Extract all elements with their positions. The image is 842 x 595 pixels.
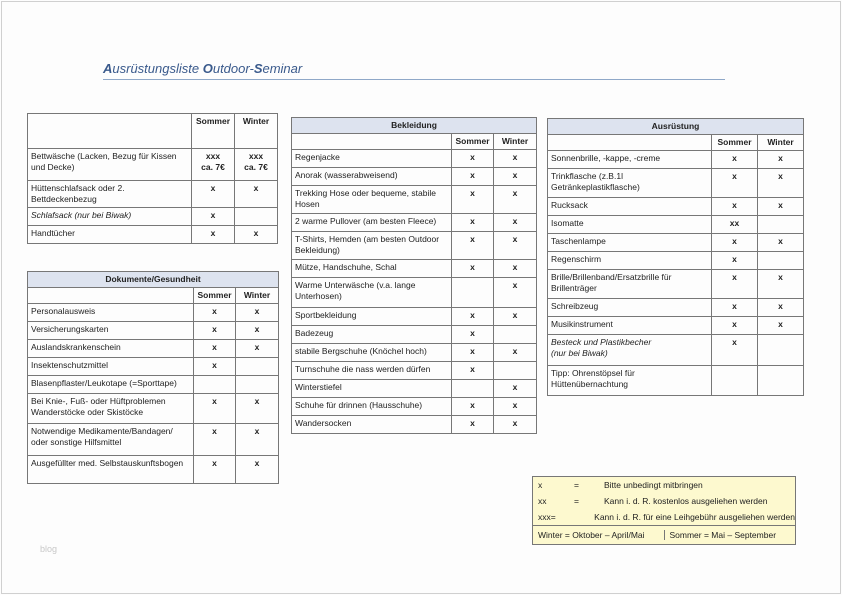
ausruestung-table [547,118,804,396]
bekleidung-item-label: 2 warme Pullover (am besten Fleece) [292,214,452,232]
title-rule [103,79,725,80]
bekleidung-body [292,150,537,434]
bekleidung-header-winter: Winter [494,134,537,150]
ausruestung-row [548,366,804,396]
ausruestung-row [548,335,804,366]
bekleidung-sommer-mark: x [452,362,494,380]
basic-winter-mark [235,208,278,226]
bekleidung-item-label: Badezeug [292,326,452,344]
bekleidung-header-item [292,134,452,150]
bekleidung-winter-mark: x [494,416,537,434]
ausruestung-sommer-mark: x [712,151,758,169]
ausruestung-sommer-mark: x [712,270,758,299]
bekleidung-row [292,260,537,278]
bekleidung-row [292,186,537,214]
bekleidung-item-label: Turnschuhe die nass werden dürfen [292,362,452,380]
ausruestung-winter-mark [758,216,804,234]
bekleidung-winter-mark: x [494,398,537,416]
legend-box [532,476,796,545]
dokumente-item-label: Insektenschutzmittel [28,358,194,376]
dokumente-winter-mark: x [236,340,279,358]
bekleidung-winter-mark: x [494,232,537,260]
ausruestung-winter-mark [758,366,804,396]
basic-item-label: Handtücher [28,226,192,244]
page-title: Ausrüstungsliste Outdoor-Seminar [103,61,303,76]
basic-item-label: Schlafsack (nur bei Biwak) [28,208,192,226]
bekleidung-item-label: Winterstiefel [292,380,452,398]
basic-header-winter: Winter [235,114,278,149]
legend-sommer: Sommer = Mai – September [664,530,796,540]
ausruestung-item-label: Trinkflasche (z.B.1l Getränkeplastikflasche) [548,169,712,198]
dokumente-row [28,456,279,484]
bekleidung-winter-mark: x [494,308,537,326]
bekleidung-item-label: stabile Bergschuhe (Knöchel hoch) [292,344,452,362]
dokumente-header-item [28,288,194,304]
bekleidung-item-label: T-Shirts, Hemden (am besten Outdoor Bekleidung) [292,232,452,260]
ausruestung-header-winter: Winter [758,135,804,151]
bekleidung-sommer-mark: x [452,150,494,168]
watermark-text: blog [40,544,58,554]
bekleidung-winter-mark: x [494,186,537,214]
dokumente-item-label: Personalausweis [28,304,194,322]
bekleidung-winter-mark: x [494,380,537,398]
dokumente-item-label: Auslandskrankenschein [28,340,194,358]
legend-symbol: xxx= [538,512,556,522]
dokumente-row [28,376,279,394]
dokumente-sommer-mark: x [194,340,236,358]
bekleidung-row [292,326,537,344]
dokumente-row [28,322,279,340]
ausruestung-item-label: Rucksack [548,198,712,216]
ausruestung-row [548,198,804,216]
bekleidung-sommer-mark [452,278,494,308]
ausruestung-item-label: Brille/Brillenband/Ersatzbrille für Brillenträger [548,270,712,299]
dokumente-row [28,340,279,358]
basic-sommer-mark: xxx ca. 7€ [192,149,235,181]
bekleidung-winter-mark: x [494,260,537,278]
ausruestung-item-label: Taschenlampe [548,234,712,252]
bekleidung-sommer-mark [452,380,494,398]
basic-row [28,149,278,181]
dokumente-row [28,424,279,456]
ausruestung-sommer-mark: x [712,335,758,366]
ausruestung-row [548,252,804,270]
legend-winter: Winter = Oktober – April/Mai [538,530,645,540]
ausruestung-body [548,151,804,396]
ausruestung-winter-mark: x [758,169,804,198]
dokumente-item-label: Bei Knie-, Fuß- oder Hüftproblemen Wanderstöcke oder Skistöcke [28,394,194,424]
bekleidung-row [292,214,537,232]
basic-header-sommer: Sommer [192,114,235,149]
ausruestung-winter-mark: x [758,151,804,169]
basic-row [28,208,278,226]
bekleidung-row [292,398,537,416]
legend-row [533,477,795,493]
bekleidung-winter-mark: x [494,344,537,362]
bekleidung-sommer-mark: x [452,398,494,416]
bekleidung-item-label: Sportbekleidung [292,308,452,326]
bekleidung-row [292,380,537,398]
bekleidung-winter-mark [494,326,537,344]
basic-body [28,149,278,244]
dokumente-sommer-mark: x [194,394,236,424]
bekleidung-winter-mark: x [494,168,537,186]
bekleidung-item-label: Mütze, Handschuhe, Schal [292,260,452,278]
bekleidung-sommer-mark: x [452,260,494,278]
bekleidung-row [292,168,537,186]
dokumente-title: Dokumente/Gesundheit [28,272,279,288]
ausruestung-row [548,234,804,252]
ausruestung-winter-mark: x [758,317,804,335]
basic-winter-mark: x [235,181,278,208]
ausruestung-row [548,151,804,169]
bekleidung-sommer-mark: x [452,416,494,434]
dokumente-winter-mark: x [236,322,279,340]
legend-text: Kann i. d. R. für eine Leihgebühr ausgeliehen werden [594,512,795,522]
ausruestung-sommer-mark: x [712,317,758,335]
ausruestung-sommer-mark: x [712,234,758,252]
basic-sommer-mark: x [192,208,235,226]
ausruestung-winter-mark: x [758,270,804,299]
bekleidung-item-label: Regenjacke [292,150,452,168]
dokumente-item-label: Notwendige Medikamente/Bandagen/ oder sonstige Hilfsmittel [28,424,194,456]
ausruestung-winter-mark: x [758,299,804,317]
bekleidung-row [292,416,537,434]
ausruestung-row [548,317,804,335]
dokumente-item-label: Ausgefüllter med. Selbstauskunftsbogen [28,456,194,484]
ausruestung-winter-mark [758,335,804,366]
legend-equals: = [574,480,579,490]
dokumente-row [28,394,279,424]
basic-item-label: Bettwäsche (Lacken, Bezug für Kissen und Decke) [28,149,192,181]
bekleidung-row [292,308,537,326]
bekleidung-row [292,362,537,380]
legend-footer [533,525,795,544]
basic-winter-mark: x [235,226,278,244]
dokumente-sommer-mark: x [194,424,236,456]
basic-row [28,181,278,208]
legend-symbol: x [538,480,543,490]
legend-text: Bitte unbedingt mitbringen [604,480,703,490]
dokumente-sommer-mark: x [194,322,236,340]
dokumente-header-sommer: Sommer [194,288,236,304]
dokumente-winter-mark: x [236,424,279,456]
dokumente-winter-mark: x [236,304,279,322]
dokumente-winter-mark [236,376,279,394]
bekleidung-winter-mark: x [494,150,537,168]
ausruestung-winter-mark: x [758,234,804,252]
ausruestung-row [548,169,804,198]
ausruestung-item-label: Besteck und Plastikbecher (nur bei Biwak) [548,335,712,366]
bekleidung-table [291,117,537,434]
ausruestung-item-label: Tipp: Ohrenstöpsel für Hüttenübernachtung [548,366,712,396]
legend-symbol: xx [538,496,547,506]
legend-rows [533,477,795,525]
bekleidung-item-label: Wandersocken [292,416,452,434]
dokumente-header-winter: Winter [236,288,279,304]
ausruestung-item-label: Sonnenbrille, -kappe, -creme [548,151,712,169]
bekleidung-item-label: Trekking Hose oder bequeme, stabile Hosen [292,186,452,214]
ausruestung-title: Ausrüstung [548,119,804,135]
bekleidung-sommer-mark: x [452,168,494,186]
bekleidung-winter-mark: x [494,278,537,308]
ausruestung-sommer-mark: x [712,198,758,216]
ausruestung-winter-mark [758,252,804,270]
bekleidung-sommer-mark: x [452,344,494,362]
ausruestung-item-label: Isomatte [548,216,712,234]
bekleidung-sommer-mark: x [452,326,494,344]
dokumente-winter-mark: x [236,394,279,424]
basic-sommer-mark: x [192,181,235,208]
bekleidung-item-label: Schuhe für drinnen (Hausschuhe) [292,398,452,416]
basic-header-item [28,114,192,149]
ausruestung-sommer-mark: xx [712,216,758,234]
bekleidung-row [292,232,537,260]
ausruestung-row [548,270,804,299]
dokumente-body [28,304,279,484]
basic-sommer-mark: x [192,226,235,244]
ausruestung-item-label: Musikinstrument [548,317,712,335]
bekleidung-sommer-mark: x [452,186,494,214]
dokumente-sommer-mark [194,376,236,394]
dokumente-item-label: Blasenpflaster/Leukotape (=Sporttape) [28,376,194,394]
ausruestung-item-label: Schreibzeug [548,299,712,317]
ausruestung-header-item [548,135,712,151]
bekleidung-row [292,344,537,362]
ausruestung-sommer-mark [712,366,758,396]
bekleidung-header-sommer: Sommer [452,134,494,150]
bekleidung-sommer-mark: x [452,214,494,232]
basic-winter-mark: xxx ca. 7€ [235,149,278,181]
bekleidung-sommer-mark: x [452,232,494,260]
bekleidung-winter-mark: x [494,214,537,232]
ausruestung-sommer-mark: x [712,299,758,317]
dokumente-row [28,304,279,322]
ausruestung-sommer-mark: x [712,252,758,270]
ausruestung-row [548,216,804,234]
bekleidung-item-label: Warme Unterwäsche (v.a. lange Unterhosen) [292,278,452,308]
bekleidung-sommer-mark: x [452,308,494,326]
legend-row [533,493,795,509]
bekleidung-row [292,150,537,168]
dokumente-item-label: Versicherungskarten [28,322,194,340]
dokumente-sommer-mark: x [194,304,236,322]
legend-text: Kann i. d. R. kostenlos ausgeliehen werden [604,496,768,506]
ausruestung-header-sommer: Sommer [712,135,758,151]
ausruestung-item-label: Regenschirm [548,252,712,270]
dokumente-row [28,358,279,376]
legend-equals: = [574,496,579,506]
ausruestung-row [548,299,804,317]
basic-item-label: Hüttenschlafsack oder 2. Bettdeckenbezug [28,181,192,208]
bekleidung-item-label: Anorak (wasserabweisend) [292,168,452,186]
ausruestung-winter-mark: x [758,198,804,216]
ausruestung-sommer-mark: x [712,169,758,198]
dokumente-sommer-mark: x [194,358,236,376]
dokumente-winter-mark: x [236,456,279,484]
bekleidung-winter-mark [494,362,537,380]
basic-row [28,226,278,244]
bekleidung-title: Bekleidung [292,118,537,134]
bekleidung-row [292,278,537,308]
legend-row [533,509,795,525]
dokumente-sommer-mark: x [194,456,236,484]
dokumente-winter-mark [236,358,279,376]
basic-table [27,113,278,244]
dokumente-table [27,271,279,484]
